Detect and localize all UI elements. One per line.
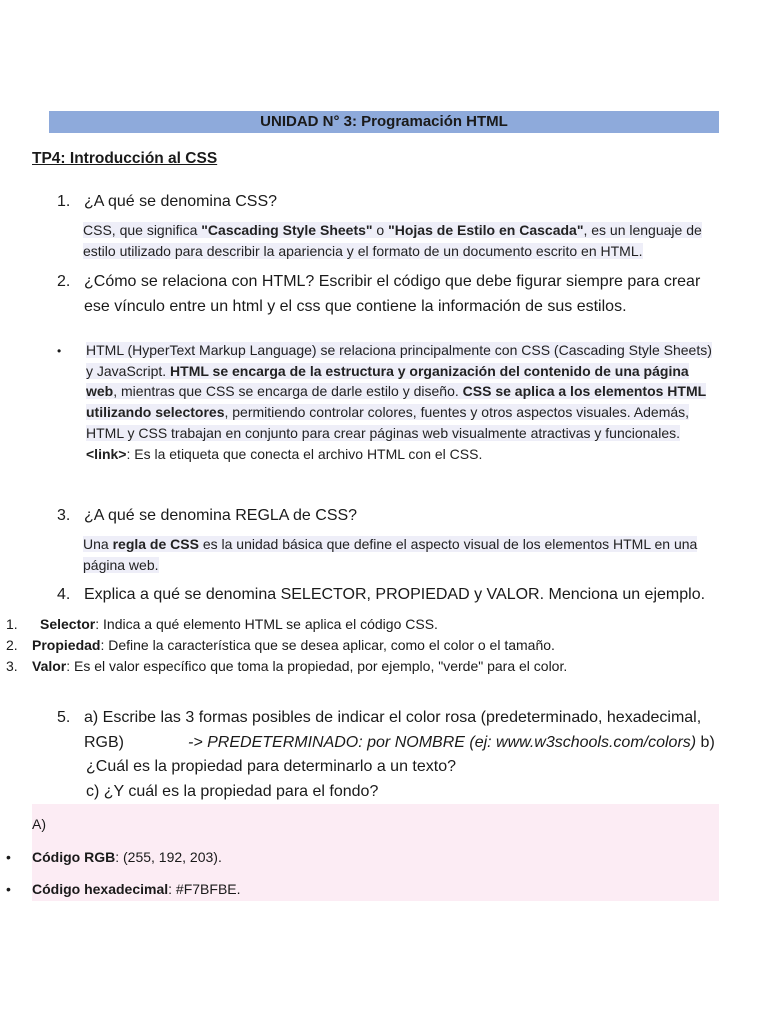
question-line: c) ¿Y cuál es la propiedad para el fondo? <box>86 782 379 800</box>
question-text: Explica a qué se denomina SELECTOR, PROPIEDAD y VALOR. Menciona un ejemplo. <box>84 586 706 603</box>
definition: : Indica a qué elemento HTML se aplica el código CSS. <box>95 616 438 632</box>
answer-3 <box>83 534 719 576</box>
answer-text: , es un lenguaje de estilo utilizado para describir la apariencia y el formato de un documento escrito en HTML. <box>83 222 702 259</box>
question-line: a) Escribe las 3 formas posibles de indicar el color rosa (predeterminado, hexadecimal, <box>84 709 702 726</box>
definition: : Es el valor específico que toma la propiedad, por ejemplo, "verde" para el color. <box>66 658 568 674</box>
list-number: 1. <box>6 616 18 632</box>
bullet: • <box>57 344 62 358</box>
question-2 <box>57 269 727 319</box>
question-number: 5. <box>57 709 71 726</box>
question-line: ¿Cuál es la propiedad para determinarlo a un texto? <box>86 758 456 775</box>
question-line: RGB) <box>84 733 124 751</box>
question-line: b) <box>696 733 715 751</box>
answer-bold: "Cascading Style Sheets" <box>201 222 373 238</box>
answer-text: , permitiendo controlar colores, fuentes y otros aspectos visuales. Además, HTML y CSS trabajan en conjunto para crear páginas web visualmente atractivas y funcionales. <box>86 404 690 441</box>
answer-text: CSS, que significa <box>83 222 202 238</box>
unit-title: UNIDAD N° 3: Programación HTML <box>260 113 508 130</box>
question-text: ¿Cómo se relaciona con HTML? Escribir el código que debe figurar siempre para crear ese vínculo entre un html y el css que contiene la información de sus estilos. <box>84 273 701 315</box>
answer-label: A) <box>32 816 46 832</box>
answer-1 <box>83 220 719 262</box>
term: Código RGB <box>32 849 116 865</box>
question-number: 1. <box>57 193 71 210</box>
link-tag: <link> <box>86 445 127 462</box>
term: Código hexadecimal <box>32 881 169 897</box>
answer-bold: "Hojas de Estilo en Cascada" <box>388 222 584 238</box>
answer-text: es la unidad básica que define el aspecto visual de los elementos HTML en una página web. <box>83 536 698 573</box>
question-number: 3. <box>57 507 71 524</box>
question-number: 2. <box>57 273 71 290</box>
question-number: 4. <box>57 586 71 603</box>
list-number: 2. <box>6 637 18 653</box>
bullet: • <box>6 881 11 897</box>
term: Selector <box>40 616 96 632</box>
question-hint: -> PREDETERMINADO: por NOMBRE (ej: www.w3schools.com/colors) <box>188 733 697 751</box>
definition: : Define la característica que se desea aplicar, como el color o el tamaño. <box>100 637 555 653</box>
tp-title: TP4: Introducción al CSS <box>32 150 218 167</box>
list-number: 3. <box>6 658 18 674</box>
definition: : (255, 192, 203). <box>115 849 222 865</box>
answer-text: o <box>372 222 389 238</box>
answer-text: : Es la etiqueta que conecta el archivo HTML con el CSS. <box>126 445 483 462</box>
answer-text: HTML (HyperText Markup Language) se relaciona principalmente con CSS (Cascading Style Sheets) y JavaScript. <box>86 342 712 379</box>
question-text: ¿A qué se denomina REGLA de CSS? <box>84 507 358 524</box>
term: Valor <box>32 658 67 674</box>
answer-bold: regla de CSS <box>112 536 199 552</box>
question-text: ¿A qué se denomina CSS? <box>84 193 278 210</box>
answer-text: , mientras que CSS se encarga de darle estilo y diseño. <box>113 383 463 400</box>
term: Propiedad <box>32 637 101 653</box>
unit-title-bar <box>49 111 719 133</box>
bullet: • <box>6 849 11 865</box>
answer-bold: CSS se aplica a los elementos HTML utilizando selectores <box>86 383 706 421</box>
answer-text: Una <box>83 536 113 552</box>
definition: : #F7BFBE. <box>168 881 241 897</box>
answer-bold: HTML se encarga de la estructura y organización del contenido de una página web <box>86 362 689 400</box>
